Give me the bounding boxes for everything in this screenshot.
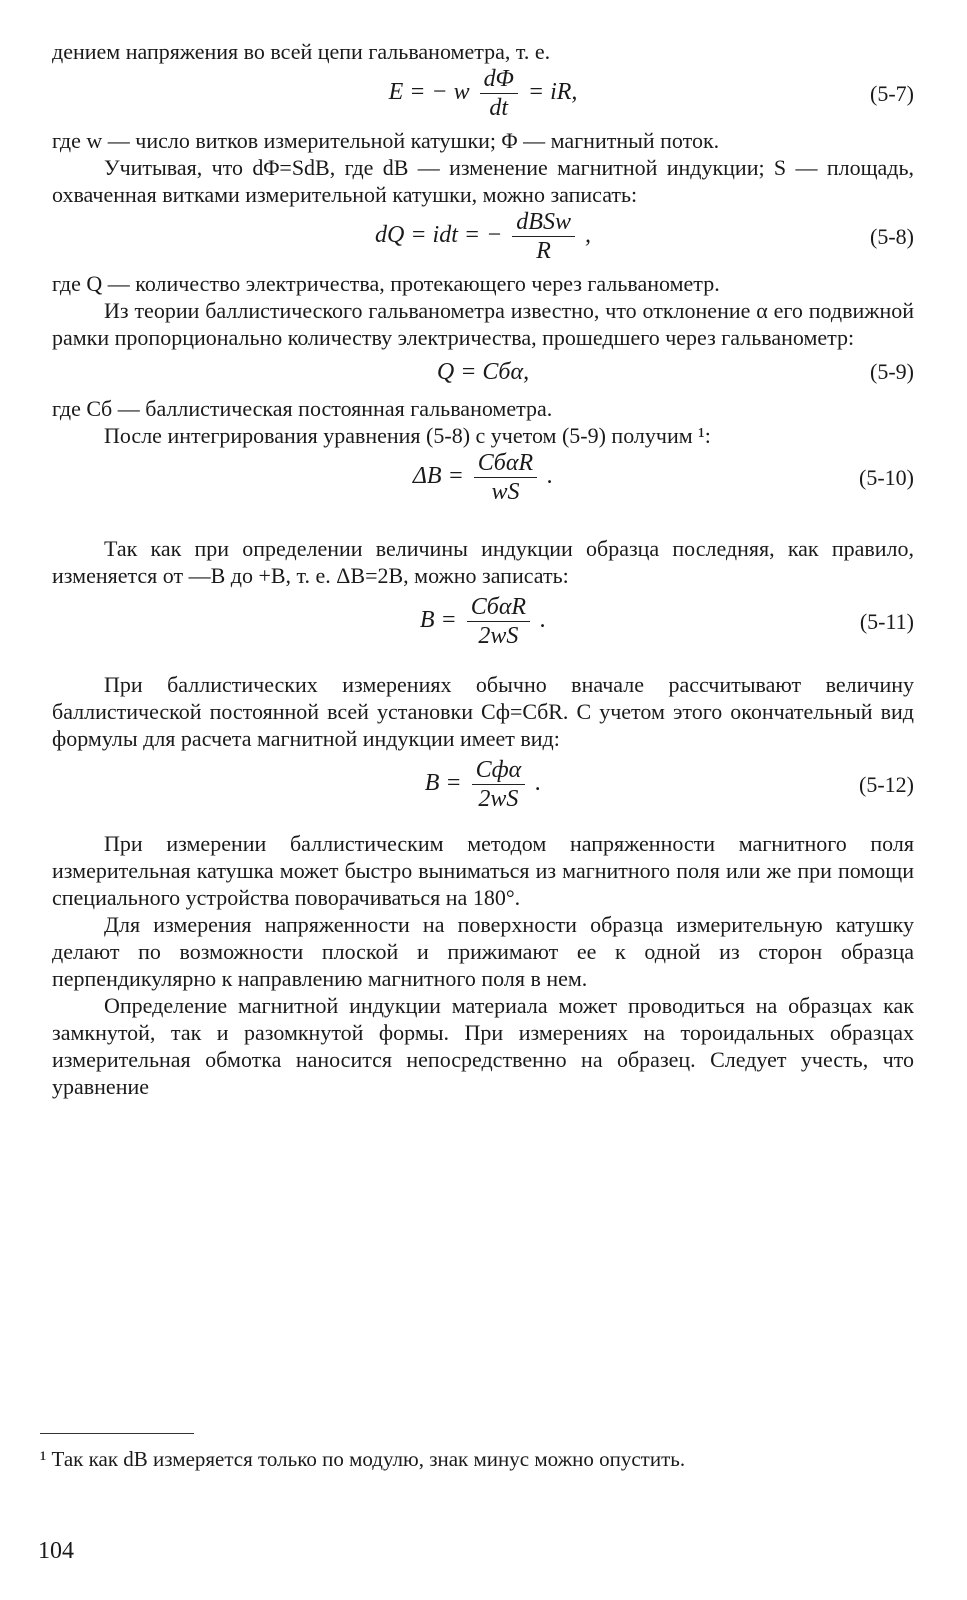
paragraph-1: дением напряжения во всей цепи гальванометра, т. е. (52, 39, 551, 64)
eq-5-10-numerator: CбαR (474, 449, 537, 478)
eq-5-8-fraction (512, 208, 575, 265)
eq-5-10-rhs: . (547, 463, 554, 490)
paragraph-5: Из теории баллистического гальванометра известно, что отклонение α его подвижной рамки пропорционально количеству электричества, прошедшего через гальванометр: (52, 298, 914, 350)
eq-5-7-numerator: dΦ (480, 65, 518, 94)
paragraph-6: где Cб — баллистическая постоянная гальванометра. (52, 396, 553, 421)
equation-5-8 (52, 208, 914, 270)
paragraph-4: где Q — количество электричества, протекающего через гальванометр. (52, 271, 720, 296)
equation-5-11 (52, 589, 914, 671)
paragraph-7: После интегрирования уравнения (5-8) с учетом (5-9) получим ¹: (104, 423, 711, 448)
eq-5-8-lhs: dQ = idt = − (375, 222, 503, 249)
footnote-divider (40, 1433, 194, 1434)
eq-5-8-number: (5-8) (870, 224, 914, 249)
eq-5-8-numerator: dBSw (512, 208, 575, 237)
equation-5-9 (52, 351, 914, 395)
eq-5-11-rhs: . (540, 607, 547, 634)
paragraph-2: где w — число витков измерительной катушки; Φ — магнитный поток. (52, 128, 720, 153)
page-body (52, 38, 914, 1100)
paragraph-3: Учитывая, что dΦ=SdB, где dB — изменение магнитной индукции; S — площадь, охваченная витками измерительной катушки, можно записать: (52, 155, 914, 207)
eq-5-10-lhs: ΔB = (412, 463, 464, 490)
eq-5-7-denominator: dt (489, 95, 509, 121)
page-number: 104 (38, 1538, 74, 1564)
eq-5-12-rhs: . (535, 770, 542, 797)
paragraph-11: Для измерения напряженности на поверхности образца измерительную катушку делают по возможности плоской и прижимают ее к одной из сторон образца перпендикулярно к направлению магнитного поля в нем. (52, 912, 914, 991)
equation-5-7 (52, 65, 914, 127)
eq-5-7-fraction (480, 65, 518, 122)
equation-5-10 (52, 449, 914, 535)
eq-5-12-lhs: B = (424, 770, 462, 797)
eq-5-12-numerator: Cфα (472, 756, 526, 785)
paragraph-9: При баллистических измерениях обычно вначале рассчитывают величину баллистической постоянной всей установки Cф=CбR. С учетом этого окончательный вид формулы для расчета магнитной индукции имеет вид: (52, 672, 914, 751)
eq-5-11-fraction (467, 593, 530, 650)
paragraph-10: При измерении баллистическим методом напряженности магнитного поля измерительная катушка может быстро выниматься из магнитного поля или же при помощи специального устройства поворачиваться на 180°. (52, 831, 914, 910)
eq-5-10-number: (5-10) (859, 465, 914, 490)
equation-5-12 (52, 752, 914, 830)
paragraph-8: Так как при определении величины индукции образца последняя, как правило, изменяется от —B до +B, т. е. ΔB=2B, можно записать: (52, 536, 914, 588)
eq-5-10-denominator: wS (491, 479, 520, 505)
eq-5-8-denominator: R (536, 238, 551, 264)
eq-5-11-numerator: CбαR (467, 593, 530, 622)
eq-5-7-lhs: E = − w (388, 79, 470, 106)
eq-5-12-fraction (472, 756, 526, 813)
footnote: ¹ Так как dB измеряется только по модулю, знак минус можно опустить. (40, 1447, 686, 1471)
eq-5-10-fraction (474, 449, 537, 506)
eq-5-11-denominator: 2wS (478, 623, 519, 649)
eq-5-7-number: (5-7) (870, 81, 914, 106)
eq-5-7-rhs: = iR, (527, 79, 578, 106)
eq-5-9-expr: Q = Cбα, (436, 359, 530, 385)
eq-5-8-rhs: , (584, 222, 591, 249)
eq-5-11-number: (5-11) (859, 609, 914, 634)
eq-5-9-number: (5-9) (870, 359, 914, 384)
eq-5-12-denominator: 2wS (478, 786, 519, 812)
eq-5-11-lhs: B = (419, 607, 457, 634)
eq-5-12-number: (5-12) (859, 772, 914, 797)
paragraph-12: Определение магнитной индукции материала может проводиться на образцах как замкнутой, так и разомкнутой формы. При измерениях на тороидальных образцах измерительная обмотка наносится непосредственно на образец. Следует учесть, что уравнение (52, 993, 914, 1099)
